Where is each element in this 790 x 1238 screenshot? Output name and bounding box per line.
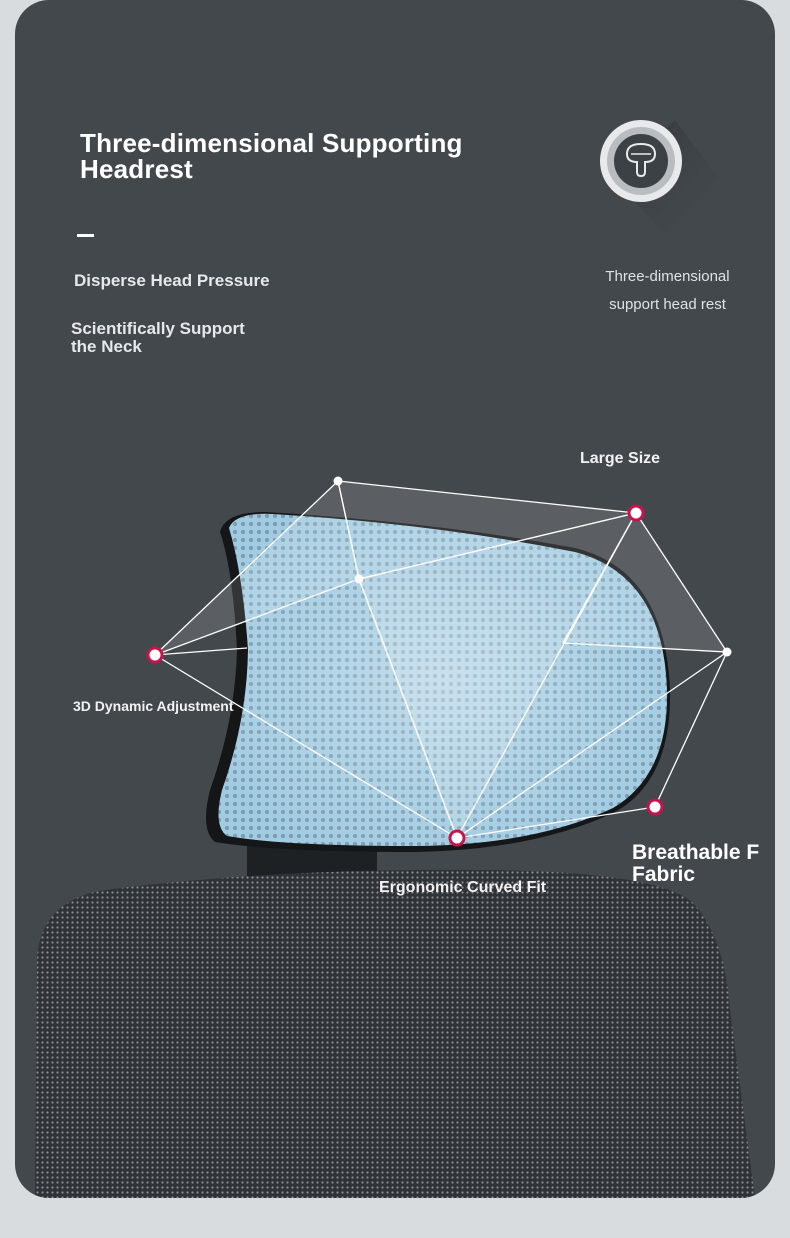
icon-caption: Three-dimensional support head rest	[605, 268, 730, 313]
headrest-icon	[600, 120, 720, 235]
subtitle-disperse: Disperse Head Pressure	[74, 271, 270, 290]
callout-ergonomic: Ergonomic Curved Fit	[379, 879, 547, 896]
callout-dynamic: 3D Dynamic Adjustment	[73, 698, 234, 714]
callout-large-size: Large Size	[580, 450, 661, 467]
product-card	[15, 0, 775, 1198]
page-title: Three-dimensional Supporting Headrest	[80, 128, 463, 184]
subtitle-support: Scientifically Support the Neck	[71, 319, 245, 356]
title-divider	[77, 234, 94, 237]
chair-backrest	[35, 845, 755, 1198]
callout-breathable: Breathable F Fabric	[632, 841, 760, 886]
